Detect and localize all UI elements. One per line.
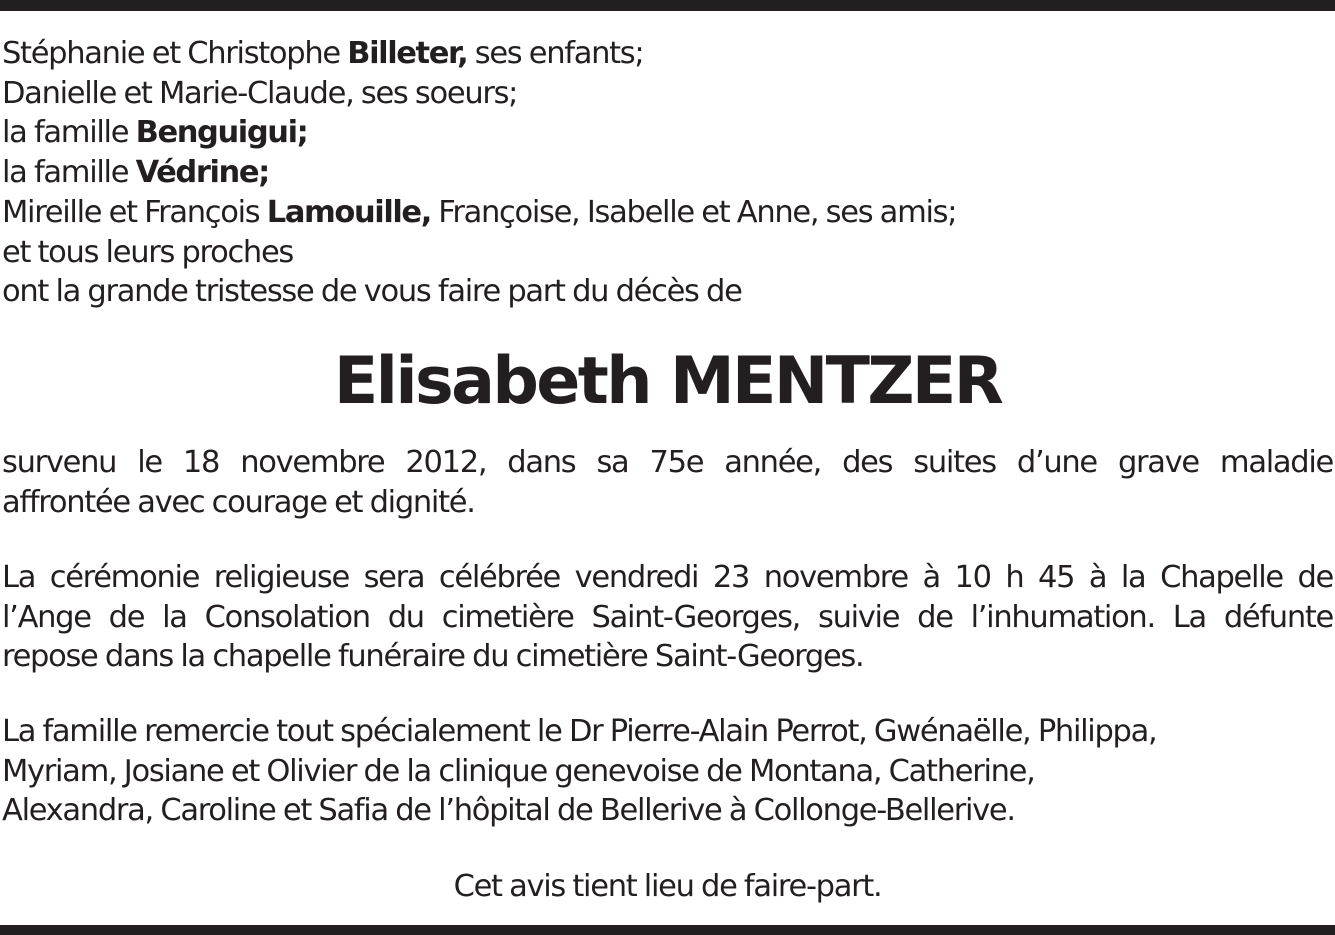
deceased-name: Elisabeth MENTZER [333, 344, 1002, 419]
family-surname-lamouille: Lamouille, [266, 194, 431, 230]
death-notice-line: affrontée avec courage et dignité. [2, 484, 475, 520]
closing-note: Cet avis tient lieu de faire-part. [453, 869, 882, 904]
ceremony-line: La cérémonie religieuse sera célébrée vendredi 23 novembre à 10 h 45 à la Chapelle de [2, 560, 1333, 595]
death-notice-line: survenu le 18 novembre 2012, dans sa 75e année, des suites d’une grave maladie [2, 445, 1333, 480]
family-line-benguigui [2, 113, 1332, 153]
death-notice-paragraph [2, 443, 1333, 522]
family-line-text: Mireille et François [2, 194, 267, 230]
family-surname-vedrine: Védrine; [135, 155, 269, 191]
family-line-text: ses enfants; [467, 36, 644, 71]
bottom-border-rule [0, 925, 1335, 935]
announcement-intro: ont la grande tristesse de vous faire part du décès de [2, 274, 742, 310]
family-line-text: Françoise, Isabelle et Anne, ses amis; [430, 194, 957, 230]
family-line-sisters: Danielle et Marie-Claude, ses soeurs; [2, 75, 518, 111]
family-line-friends [2, 193, 1332, 233]
family-line-text: Stéphanie et Christophe [2, 36, 348, 71]
ceremony-paragraph [2, 558, 1333, 677]
family-line-children [2, 34, 1332, 74]
thanks-line: Alexandra, Caroline et Safia de l’hôpital de Bellerive à Collonge-Bellerive. [2, 793, 1015, 829]
family-surname-billeter: Billeter, [347, 36, 468, 71]
family-list [2, 34, 1332, 312]
thanks-paragraph [2, 712, 1333, 831]
thanks-line: La famille remercie tout spécialement le Dr Pierre-Alain Perrot, Gwénaëlle, Philippa, [2, 714, 1157, 749]
thanks-line: Myriam, Josiane et Olivier de la clinique genevoise de Montana, Catherine, [2, 753, 1035, 789]
family-surname-benguigui: Benguigui; [135, 115, 308, 151]
family-line-text: la famille [2, 155, 136, 191]
family-line-relatives: et tous leurs proches [2, 234, 293, 270]
ceremony-line: repose dans la chapelle funéraire du cimetière Saint-Georges. [2, 639, 864, 675]
ceremony-line: l’Ange de la Consolation du cimetière Saint-Georges, suivie de l’inhumation. La défunte [2, 599, 1333, 635]
top-border-rule [0, 0, 1335, 11]
family-line-vedrine [2, 153, 1332, 193]
family-line-text: la famille [2, 115, 136, 151]
